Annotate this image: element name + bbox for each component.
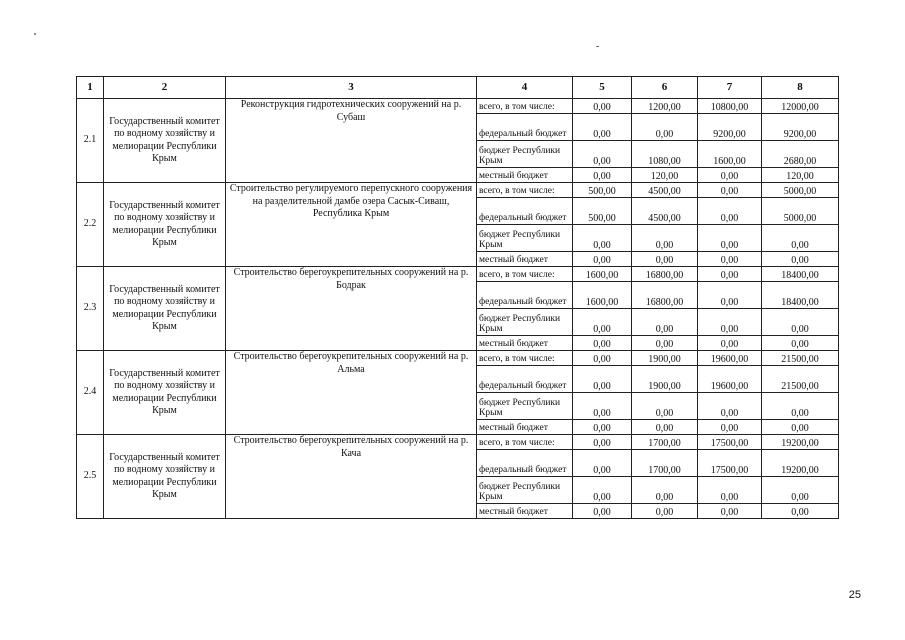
project-name: Реконструкция гидротехнических сооружений на р. Субаш (226, 99, 477, 183)
amount-cell: 1200,00 (632, 99, 698, 114)
amount-cell: 0,00 (698, 252, 762, 267)
amount-cell: 1900,00 (632, 366, 698, 393)
amount-cell: 0,00 (762, 252, 839, 267)
amount-cell: 16800,00 (632, 282, 698, 309)
amount-cell: 500,00 (573, 183, 632, 198)
amount-cell: 0,00 (698, 477, 762, 504)
funding-source: федеральный бюджет (477, 114, 573, 141)
header-cell: 7 (698, 77, 762, 99)
amount-cell: 0,00 (632, 225, 698, 252)
amount-cell: 5000,00 (762, 198, 839, 225)
amount-cell: 0,00 (762, 225, 839, 252)
amount-cell: 1900,00 (632, 351, 698, 366)
amount-cell: 0,00 (573, 336, 632, 351)
amount-cell: 4500,00 (632, 183, 698, 198)
funding-source: местный бюджет (477, 420, 573, 435)
responsible-org: Государственный комитет по водному хозяйству и мелиорации Республики Крым (104, 351, 226, 435)
amount-cell: 0,00 (573, 141, 632, 168)
amount-cell: 1600,00 (573, 267, 632, 282)
item-number: 2.4 (77, 351, 104, 435)
amount-cell: 0,00 (698, 198, 762, 225)
amount-cell: 17500,00 (698, 435, 762, 450)
amount-cell: 0,00 (698, 504, 762, 519)
header-cell: 4 (477, 77, 573, 99)
amount-cell: 1700,00 (632, 450, 698, 477)
header-cell: 2 (104, 77, 226, 99)
amount-cell: 9200,00 (698, 114, 762, 141)
amount-cell: 12000,00 (762, 99, 839, 114)
scan-speck (34, 33, 36, 35)
amount-cell: 1700,00 (632, 435, 698, 450)
amount-cell: 1600,00 (698, 141, 762, 168)
amount-cell: 0,00 (573, 393, 632, 420)
amount-cell: 0,00 (573, 252, 632, 267)
amount-cell: 500,00 (573, 198, 632, 225)
amount-cell: 10800,00 (698, 99, 762, 114)
header-row (77, 77, 839, 99)
project-name: Строительство берегоукрепительных сооружений на р. Альма (226, 351, 477, 435)
amount-cell: 0,00 (573, 420, 632, 435)
item-number: 2.2 (77, 183, 104, 267)
amount-cell: 21500,00 (762, 351, 839, 366)
funding-source: федеральный бюджет (477, 282, 573, 309)
funding-row (77, 351, 839, 366)
amount-cell: 0,00 (698, 309, 762, 336)
responsible-org: Государственный комитет по водному хозяйству и мелиорации Республики Крым (104, 183, 226, 267)
header-cell: 8 (762, 77, 839, 99)
responsible-org: Государственный комитет по водному хозяйству и мелиорации Республики Крым (104, 267, 226, 351)
amount-cell: 0,00 (632, 114, 698, 141)
amount-cell: 0,00 (573, 504, 632, 519)
item-number: 2.1 (77, 99, 104, 183)
amount-cell: 0,00 (632, 420, 698, 435)
amount-cell: 16800,00 (632, 267, 698, 282)
amount-cell: 0,00 (573, 366, 632, 393)
amount-cell: 0,00 (573, 435, 632, 450)
funding-source: федеральный бюджет (477, 198, 573, 225)
amount-cell: 0,00 (698, 420, 762, 435)
amount-cell: 0,00 (573, 477, 632, 504)
amount-cell: 0,00 (632, 504, 698, 519)
amount-cell: 0,00 (698, 183, 762, 198)
funding-row (77, 99, 839, 114)
amount-cell: 0,00 (762, 477, 839, 504)
funding-source: бюджет Республики Крым (477, 309, 573, 336)
amount-cell: 0,00 (762, 420, 839, 435)
amount-cell: 0,00 (698, 267, 762, 282)
funding-source: бюджет Республики Крым (477, 141, 573, 168)
responsible-org: Государственный комитет по водному хозяйству и мелиорации Республики Крым (104, 99, 226, 183)
amount-cell: 0,00 (698, 282, 762, 309)
funding-source: бюджет Республики Крым (477, 393, 573, 420)
amount-cell: 0,00 (573, 351, 632, 366)
amount-cell: 5000,00 (762, 183, 839, 198)
header-cell: 6 (632, 77, 698, 99)
amount-cell: 0,00 (573, 168, 632, 183)
funding-source: бюджет Республики Крым (477, 477, 573, 504)
amount-cell: 0,00 (573, 225, 632, 252)
funding-row (77, 435, 839, 450)
project-name: Строительство берегоукрепительных сооружений на р. Кача (226, 435, 477, 519)
amount-cell: 0,00 (573, 309, 632, 336)
funding-source: федеральный бюджет (477, 450, 573, 477)
funding-row (77, 267, 839, 282)
project-name: Строительство берегоукрепительных сооружений на р. Бодрак (226, 267, 477, 351)
amount-cell: 19600,00 (698, 366, 762, 393)
amount-cell: 2680,00 (762, 141, 839, 168)
amount-cell: 0,00 (698, 393, 762, 420)
funding-source: всего, в том числе: (477, 435, 573, 450)
amount-cell: 1600,00 (573, 282, 632, 309)
amount-cell: 0,00 (573, 99, 632, 114)
amount-cell: 17500,00 (698, 450, 762, 477)
project-name: Строительство регулируемого перепускного сооружения на разделительной дамбе озера Сасык-Сиваш, Республика Крым (226, 183, 477, 267)
funding-source: всего, в том числе: (477, 183, 573, 198)
amount-cell: 0,00 (632, 477, 698, 504)
amount-cell: 0,00 (573, 114, 632, 141)
amount-cell: 120,00 (762, 168, 839, 183)
amount-cell: 0,00 (632, 393, 698, 420)
table-body (77, 99, 839, 519)
amount-cell: 4500,00 (632, 198, 698, 225)
amount-cell: 0,00 (698, 225, 762, 252)
funding-source: федеральный бюджет (477, 366, 573, 393)
funding-table (76, 76, 839, 519)
funding-source: всего, в том числе: (477, 267, 573, 282)
item-number: 2.3 (77, 267, 104, 351)
funding-source: всего, в том числе: (477, 99, 573, 114)
amount-cell: 0,00 (698, 336, 762, 351)
funding-source: всего, в том числе: (477, 351, 573, 366)
funding-row (77, 183, 839, 198)
responsible-org: Государственный комитет по водному хозяйству и мелиорации Республики Крым (104, 435, 226, 519)
header-cell: 1 (77, 77, 104, 99)
amount-cell: 19600,00 (698, 351, 762, 366)
header-cell: 5 (573, 77, 632, 99)
amount-cell: 0,00 (762, 336, 839, 351)
amount-cell: 19200,00 (762, 435, 839, 450)
amount-cell: 0,00 (762, 309, 839, 336)
funding-source: местный бюджет (477, 504, 573, 519)
amount-cell: 0,00 (762, 393, 839, 420)
funding-source: местный бюджет (477, 252, 573, 267)
amount-cell: 0,00 (632, 336, 698, 351)
amount-cell: 18400,00 (762, 282, 839, 309)
amount-cell: 120,00 (632, 168, 698, 183)
funding-source: местный бюджет (477, 336, 573, 351)
amount-cell: 0,00 (762, 504, 839, 519)
page-number: 25 (848, 589, 861, 601)
amount-cell: 0,00 (573, 450, 632, 477)
amount-cell: 18400,00 (762, 267, 839, 282)
funding-source: местный бюджет (477, 168, 573, 183)
scan-speck (596, 46, 599, 47)
funding-source: бюджет Республики Крым (477, 225, 573, 252)
item-number: 2.5 (77, 435, 104, 519)
amount-cell: 0,00 (698, 168, 762, 183)
amount-cell: 1080,00 (632, 141, 698, 168)
amount-cell: 0,00 (632, 309, 698, 336)
amount-cell: 0,00 (632, 252, 698, 267)
amount-cell: 19200,00 (762, 450, 839, 477)
amount-cell: 9200,00 (762, 114, 839, 141)
header-cell: 3 (226, 77, 477, 99)
amount-cell: 21500,00 (762, 366, 839, 393)
